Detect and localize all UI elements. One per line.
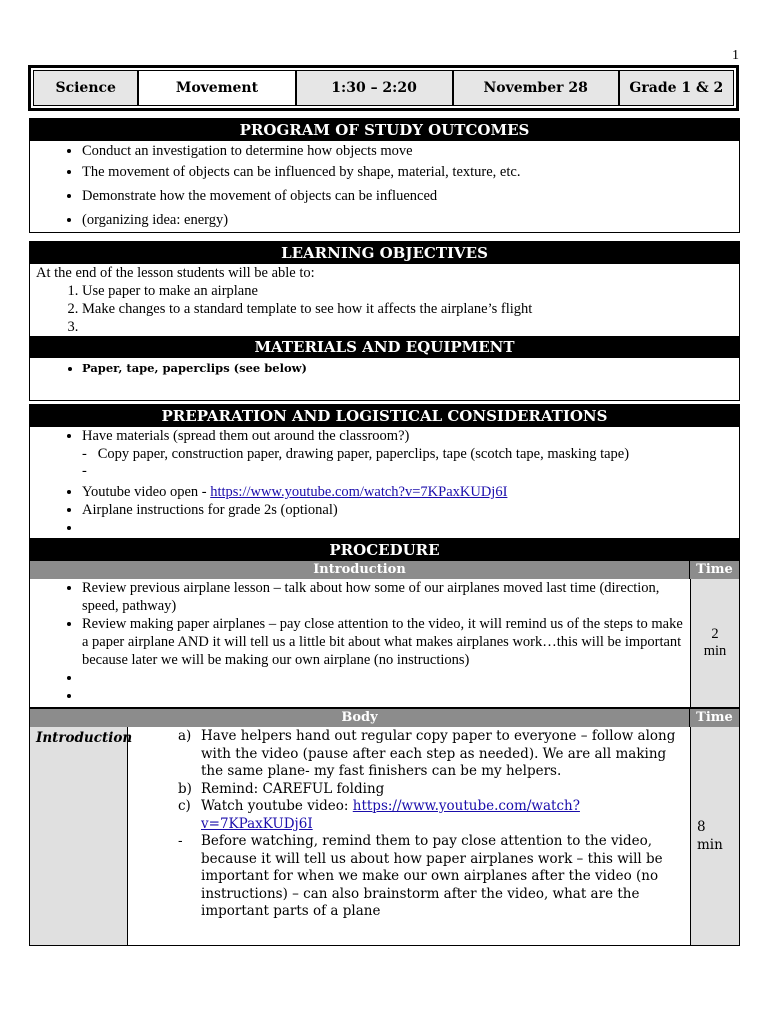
preparation-item: • Airplane instructions for grade 2s (optional) <box>82 501 739 519</box>
intro-time-cell <box>690 579 739 707</box>
materials-list <box>30 358 739 378</box>
objectives-section <box>29 241 740 401</box>
materials-item: • Paper, tape, paperclips (see below) <box>82 358 739 378</box>
body-step-a: a) Have helpers hand out regular copy paper to everyone – follow along with the video (pause after each step as needed). We are all making the same plane- my fast finishers can be my helpers. <box>178 728 676 779</box>
procedure-section <box>29 538 740 708</box>
preparation-subitem-empty: - <box>82 463 87 479</box>
preparation-section <box>29 404 740 540</box>
procedure-title: PROCEDURE <box>30 539 739 561</box>
body-section <box>29 708 740 946</box>
body-step-c: c) Watch youtube video: https://www.youtube.com/watch?v=7KPaxKUDj6I <box>178 798 580 832</box>
objective-item: 1. Use paper to make an airplane <box>82 282 739 300</box>
intro-content <box>30 579 690 707</box>
objectives-intro: At the end of the lesson students will be able to: <box>36 265 315 281</box>
preparation-title: PREPARATION AND LOGISTICAL CONSIDERATIONS <box>30 405 739 427</box>
intro-item-empty <box>82 687 684 705</box>
intro-time-unit: min <box>703 643 727 659</box>
lesson-header-table <box>28 65 739 111</box>
body-header: Body <box>341 710 378 725</box>
intro-header-row <box>30 561 739 579</box>
preparation-item: • Have materials (spread them out around the classroom?) <box>82 427 739 445</box>
outcome-item: • (organizing idea: energy) <box>82 210 739 231</box>
header-date: November 28 <box>453 70 619 106</box>
intro-list <box>30 579 690 705</box>
outcomes-list <box>30 141 739 231</box>
preparation-subitem-text: Copy paper, construction paper, drawing paper, paperclips, tape (scotch tape, masking tape) <box>97 446 630 462</box>
objective-item <box>82 318 739 336</box>
header-topic: Movement <box>138 70 295 106</box>
body-header-row <box>30 709 739 727</box>
body-step-b: b) Remind: CAREFUL folding <box>178 780 385 797</box>
preparation-subitem: - Copy paper, construction paper, drawing paper, paperclips, tape (scotch tape, masking tape) <box>82 446 630 462</box>
body-time-cell <box>690 727 739 945</box>
intro-time-num: 2 <box>711 626 719 642</box>
intro-time-header: Time <box>689 561 739 579</box>
body-time-num: 8 <box>697 819 706 835</box>
materials-title: MATERIALS AND EQUIPMENT <box>30 336 739 358</box>
body-label: Introduction <box>36 730 133 746</box>
preparation-list-2 <box>30 483 739 537</box>
intro-item: • Review previous airplane lesson – talk about how some of our airplanes moved last time (direction, speed, pathway) <box>82 579 684 615</box>
intro-header: Introduction <box>313 562 406 577</box>
outcome-item: • The movement of objects can be influenced by shape, material, texture, etc. <box>82 162 739 183</box>
preparation-item-empty <box>82 519 739 537</box>
objectives-title: LEARNING OBJECTIVES <box>30 242 739 264</box>
objective-item: 2. Make changes to a standard template to see how it affects the airplane’s flight <box>82 300 739 318</box>
preparation-list <box>30 427 739 445</box>
outcome-item: • Demonstrate how the movement of objects can be influenced <box>82 186 739 207</box>
body-content <box>128 727 690 945</box>
outcome-item: • Conduct an investigation to determine how objects move <box>82 141 739 162</box>
header-time: 1:30 – 2:20 <box>296 70 453 106</box>
body-time-header: Time <box>689 709 739 727</box>
body-time-unit: min <box>697 837 723 853</box>
intro-item: • Review making paper airplanes – pay close attention to the video, it will remind us of the steps to make a paper airplane AND it will tell us a little bit about what makes airplanes work…this will be important because later we will be making our own airplane (no instructions) <box>82 615 684 669</box>
intro-row <box>30 579 739 707</box>
body-label-cell <box>30 727 133 945</box>
objectives-list <box>30 282 739 336</box>
body-row <box>30 727 739 945</box>
header-subject: Science <box>33 70 138 106</box>
outcomes-section <box>29 118 740 233</box>
preparation-item-video: • Youtube video open - https://www.youtube.com/watch?v=7KPaxKUDj6I <box>82 483 739 501</box>
outcomes-title: PROGRAM OF STUDY OUTCOMES <box>30 119 739 141</box>
youtube-link[interactable]: https://www.youtube.com/watch?v=7KPaxKUDj6I <box>210 484 508 500</box>
body-step-note: - Before watching, remind them to pay close attention to the video, because it will tell us about how paper airplanes work – this will be important for when we make our own airplanes after the video (no instructions) – can also brainstorm after the video, what are the important parts of a plane <box>178 833 663 919</box>
header-grade: Grade 1 & 2 <box>619 70 734 106</box>
youtube-link[interactable]: https://www.youtube.com/watch?v=7KPaxKUDj6I <box>201 798 580 832</box>
intro-item-empty <box>82 669 684 687</box>
page-number: 1 <box>732 48 739 63</box>
